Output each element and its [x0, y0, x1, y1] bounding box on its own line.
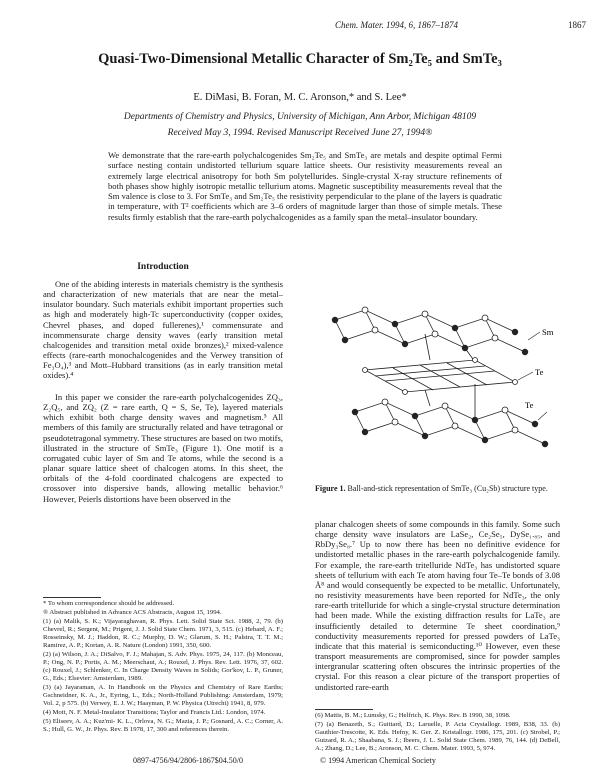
intro-column-2	[315, 519, 560, 701]
footnote: (3) (a) Jayaraman, A. In Handbook on the Physics and Chemistry of Rare Earths; Gschneidner, K. A., Jr., Eyring, L., Eds.; North-Holland Publishing: Amsterdam, 1979; Vol. 2, p 575. (b) Verwey, E. J. W.; Haayman, P. W. Physica (Utrecht) 1941, 8, 979.	[43, 684, 283, 707]
footnote-rule-right	[315, 709, 373, 710]
figure-label-te-sheet: Te	[535, 367, 544, 377]
footnote: (5) Eliseev, A. A.; Kuz'mi- K. L., Orlova, N. G.; Mazia, J. P.; Gosnard, A. C.; Corner, A. S.; Hull, G. W., Jr. Phys. Rev. B 1978, 17, 300 and references therein.	[43, 718, 283, 733]
intro-column-2-text: planar chalcogen sheets of some compounds in this family. Some such charge density wave insulators are LaSe₂, Ce₂Se₅, DySe₁.₈₅, and RbDy₃Se₈.⁷ Up to now there has been no definitive evidence for undistorted metallic phases in the rare-earth polychalcogenide family. For example, the rare-earth tritelluride NdTe₃ has undistorted square sheets of tellurium with each Te atom having four Te–Te bonds of 3.08 Å⁸ and would consequently be expected to be metallic. Unfortunately, no resistivity measurements have been reported for NdTe₃, the only rare-earth tritelluride for which a single-crystal structure determination had been made. While the existing diffraction results for LaTe₃ are insufficiently detailed to determine Te sheet coordination,⁹ conductivity measurements reported for pressed powders of LaTe₃ indicate that this material is semiconducting.¹⁰ However, even these transport measurements are compromised, since for powder samples intergranular scattering often obscures the intrinsic properties of the crystal. For this reason a clear picture of the transport properties of undistorted rare-earth	[315, 519, 560, 692]
footnote-rule	[43, 597, 101, 598]
footnotes-right	[315, 712, 560, 752]
footnotes-left	[43, 600, 283, 746]
footnote: (6) Mattis, B. M.; Lumsky, G.; Helfrich, K. Phys. Rev. B 1990, 38, 1098.	[315, 712, 511, 719]
journal-header: Chem. Mater. 1994, 6, 1867–1874	[335, 20, 458, 30]
figure-caption-text: Ball-and-stick representation of SmTe₃ (Cu₂Sb) structure type.	[347, 484, 548, 493]
figure-label-te-layer: Te	[525, 400, 534, 410]
intro-paragraph-2	[43, 392, 283, 592]
intro-paragraph-1	[43, 279, 283, 387]
copyright: © 1994 American Chemical Society	[320, 756, 436, 765]
footnote: * To whom correspondence should be addressed.	[43, 600, 175, 607]
abstract: We demonstrate that the rare-earth polychalcogenides Sm₂Te₅ and SmTe₃ are metals and despite optimal Fermi surface nesting contain undistorted tellurium square lattice sheets. Our resistivity measurements reveal an extremely large electrical anisotropy for both Sm polytellurides. Single-crystal X-ray structure refinements of both phases show highly isotropic metallic tellurium atoms. Magnetic susceptibility measurements reveal that the Sm valence is close to 3. For SmTe₃ and Sm₂Te₅ the resistivity perpendicular to the plane of the layers is quadratic in temperature, with T² coefficients which are 3–6 orders of magnitude larger than those of simple metals. These results firmly establish that the rare-earth polychalcogenides as a family span the metal–insulator boundary.	[108, 150, 502, 222]
structure-diagram	[325, 280, 560, 468]
figure-caption-label: Figure 1.	[315, 484, 346, 493]
footnote: ® Abstract published in Advance ACS Abstracts, August 15, 1994.	[43, 609, 222, 616]
footnote: (1) (a) Malik, S. K.; Vijayaraghavan, R. Phys. Lett. Solid State Sci. 1988, 2, 79. (b) Chevrel, R.; Sergent, M.; Prigent, J. J. Solid State Chem. 1971, 3, 515. (c) Hebard, A. F.; Rosseinsky, M. J.; Haddon, R. C.; Murphy, D. W.; Glarum, S. H.; Palstra, T. T. M.; Ramirez, A. P.; Kortan, A. R. Nature (London) 1991, 350, 600.	[43, 618, 283, 649]
figure-caption	[315, 484, 560, 494]
intro-paragraph-1-text: One of the abiding interests in materials chemistry is the synthesis and characterization of new materials that are near the metal–insulator boundary. Such materials exhibit important properties such as high and moderately high-Tc superconductivity (copper oxides, Chevrel phases, and doped fullerenes),¹ commensurate and incommensurate charge density waves (early transition metal chalcogenides and transition metal oxide bronzes),² mixed-valence effects (rare-earth monochalcogenides and the Verwey transition of Fe₃O₄),³ and Mott–Hubbard transitions (as in early transition metal oxides).⁴	[43, 279, 283, 381]
author-list: E. DiMasi, B. Foran, M. C. Aronson,* and S. Lee*	[193, 92, 407, 103]
footnote: (7) (a) Benazeth, S.; Guittard, D.; Laruelle, P. Acta Crystallogr. 1989, B38, 33. (b) Gauthier-Trescotte, K. Eds. Hefny, K. Ger. Z. Kristallogr. 1986, 175, 201. (c) Strobel, P.; Guizard, R. A.; Shaabana, S. J.; Ibeers, J. L. Solid State Chem. 1989, 76, 144. (d) DeBell, A.; Zhang, D.; Lee, B.; Aronson, M. C. Chem. Mater. 1993, 5, 974.	[315, 721, 560, 752]
received-dates: Received May 3, 1994. Revised Manuscript Received June 27, 1994®	[167, 128, 433, 138]
section-heading: Introduction	[137, 262, 189, 272]
footnote: (4) Mott, N. F. Metal-Insulator Transitions; Taylor and Francis Ltd.: London, 1974.	[43, 709, 266, 716]
figure-1	[325, 280, 560, 468]
issn-code: 0897-4756/94/2806-1867$04.50/0	[133, 756, 243, 765]
article-title: Quasi-Two-Dimensional Metallic Character of Sm₂Te₅ and SmTe₃	[98, 51, 502, 67]
footnote: (2) (a) Wilson, J. A.; DiSalvo, F. J.; Mahajan, S. Adv. Phys. 1975, 24, 117. (b) Monceau, P.; Ong, N. P.; Portis, A. M.; Meerschaut, A.; Rouxel, J. Phys. Rev. Lett. 1976, 37, 602. (c) Rouxel, J.; Schlenker, C. In Charge Density Waves in Solids; Gor'kov, L. P., Gruner, G., Eds.; Elsevier: Amsterdam, 1989.	[43, 651, 283, 682]
figure-label-sm: Sm	[542, 327, 554, 337]
page-number: 1867	[568, 20, 586, 30]
intro-paragraph-2-text: In this paper we consider the rare-earth polychalcogenides ZQ₃, Z₂Q₅, and ZQ₂ (Z = rare earth, Q = S, Se, Te), layered materials which exhibit both charge density waves and magnetism.⁵ All members of this family are structurally related and have tetragonal or pseudotetragonal symmetry. These structures are based on two motifs, illustrated in the structure of SmTe₃ (Figure 1). One motif is a corrugated cubic layer of Sm and Te atoms, while the second is a planar square lattice sheet of chalcogen atoms. In this sheet, the orbitals of the 4-fold coordinated chalcogens are expected to crossover into dispersive bands, allowing metallic behavior.⁶ However, Peierls distortions have been observed in the	[43, 392, 283, 504]
affiliation: Departments of Chemistry and Physics, University of Michigan, Ann Arbor, Michigan 48109	[123, 112, 477, 122]
